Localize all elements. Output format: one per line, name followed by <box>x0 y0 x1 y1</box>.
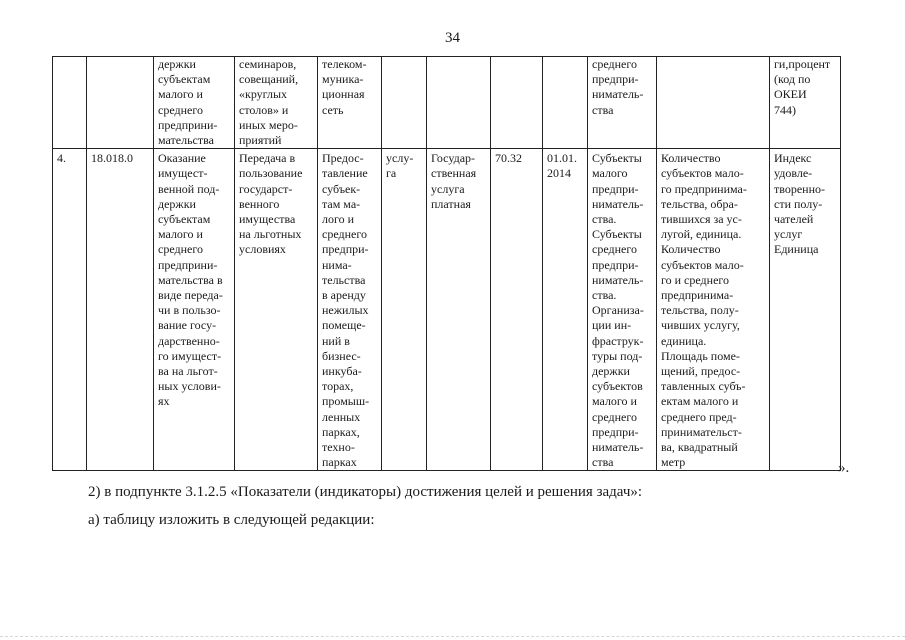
cell-volume-indicators: Количество субъектов мало- го предпринима- тельства, обра- тившихся за ус- лугой, единица. Количество субъектов мало- го и среднего предпринима- тельства, полу- чивших услугу, единица. Площадь поме- щений, предос- тавленных субъ- ектам малого и среднего пред- принимательст- ва, квадратный метр <box>657 149 770 471</box>
paragraph-instruction: а) таблицу изложить в следующей редакции: <box>88 512 375 528</box>
cell-date <box>543 57 588 149</box>
cell-quality-indicators: Индекс удовле- творенно- сти полу- чателей услуг Единица <box>770 149 841 471</box>
cell-code: 18.018.0 <box>87 149 154 471</box>
cell-payment <box>427 57 491 149</box>
cell-recipients: Субъекты малого предпри- ниматель- ства. Субъекты среднего предпри- ниматель- ства. Организа- ции ин- фраструк- туры под- держки субъектов малого и среднего предпри- ниматель- ства <box>588 149 657 471</box>
scan-edge-marks <box>0 634 905 637</box>
cell-content: семинаров, совещаний, «круглых столов» и иных меро- приятий <box>235 57 318 149</box>
cell-description: телеком- муника- ционная сеть <box>318 57 382 149</box>
table-row-continuation <box>53 57 841 149</box>
cell-volume-indicators <box>657 57 770 149</box>
cell-service-name: Оказание имущест- венной под- держки субъектам малого и среднего предприни- мательства в виде переда- чи в пользо- вание госу- дарственно- го имущест- ва на льгот- ных услови- ях <box>154 149 235 471</box>
cell-number: 4. <box>53 149 87 471</box>
paragraph-subclause: 2) в подпункте 3.1.2.5 «Показатели (индикаторы) достижения целей и решения задач»: <box>88 484 643 500</box>
cell-quality-indicators: ги,процент (код по ОКЕИ 744) <box>770 57 841 149</box>
cell-code <box>87 57 154 149</box>
cell-date: 01.01. 2014 <box>543 149 588 471</box>
cell-okved: 70.32 <box>491 149 543 471</box>
table-row-item-4 <box>53 149 841 471</box>
cell-description: Предос- тавление субъек- там ма- лого и среднего предпри- нима- тельства в аренду нежилых помеще- ний в бизнес- инкуба- торах, промыш- ленных парках, техно- парках <box>318 149 382 471</box>
cell-okved <box>491 57 543 149</box>
cell-content: Передача в пользование государст- венного имущества на льготных условиях <box>235 149 318 471</box>
registry-table <box>52 56 841 471</box>
cell-type <box>382 57 427 149</box>
cell-service-name: держки субъектам малого и среднего предприни- мательства <box>154 57 235 149</box>
closing-quote: ». <box>838 460 850 476</box>
cell-number <box>53 57 87 149</box>
cell-recipients: среднего предпри- ниматель- ства <box>588 57 657 149</box>
cell-type: услу- га <box>382 149 427 471</box>
cell-payment: Государ- ственная услуга платная <box>427 149 491 471</box>
page-number: 34 <box>445 30 460 46</box>
